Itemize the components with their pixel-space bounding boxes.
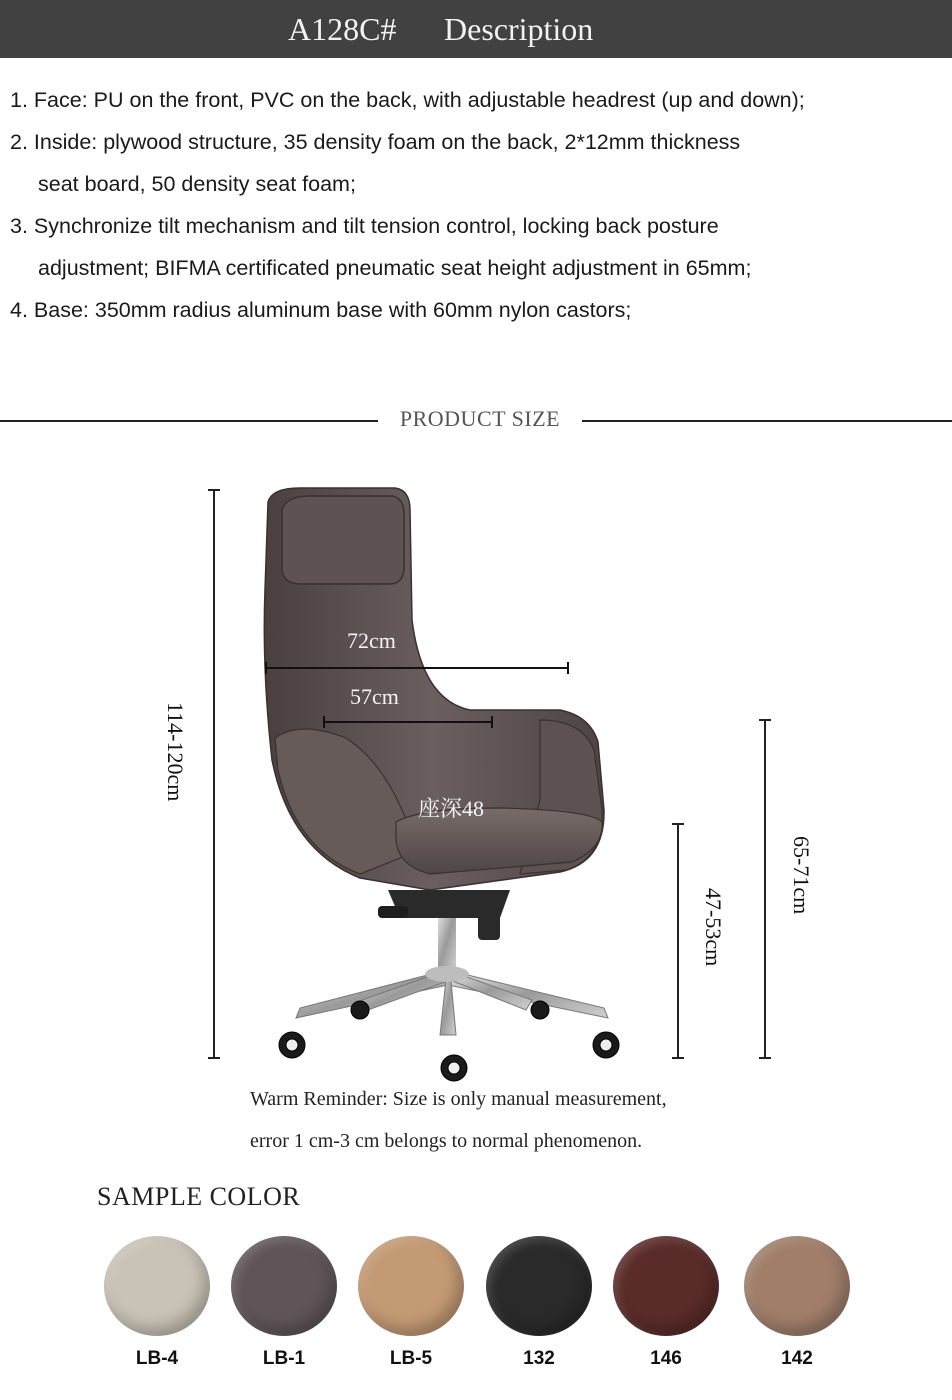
swatch-code: 146 — [650, 1348, 682, 1369]
swatch-chip — [744, 1236, 850, 1336]
swatch-chip — [486, 1236, 592, 1336]
description-line-4: 4. Base: 350mm radius aluminum base with 60mm nylon castors; — [10, 298, 632, 322]
arm-height-dimension — [759, 720, 771, 1058]
swatch-code: 132 — [523, 1348, 555, 1369]
swatch-code: 142 — [781, 1348, 813, 1369]
sample-color-title: SAMPLE COLOR — [97, 1182, 301, 1211]
chair-headrest — [282, 496, 404, 584]
divider-rule-right — [582, 420, 952, 422]
product-size-divider — [0, 406, 952, 436]
swatch-code: LB-5 — [389, 1348, 433, 1369]
swatch-lb-4 — [92, 1236, 222, 1376]
divider-rule-left — [0, 420, 378, 422]
total-height-label: 114-120cm — [163, 702, 188, 802]
description-line-1: 1. Face: PU on the front, PVC on the back, with adjustable headrest (up and down); — [10, 88, 805, 112]
swatch-code: LB-1 — [262, 1348, 306, 1369]
arm-height-label: 65-71cm — [789, 836, 814, 915]
swatch-chip — [613, 1236, 719, 1336]
chair-base — [296, 910, 608, 1035]
reminder-line-2: error 1 cm-3 cm belongs to normal phenomenon. — [250, 1130, 643, 1152]
swatch-lb-5 — [346, 1236, 476, 1376]
description-line-2: 2. Inside: plywood structure, 35 density foam on the back, 2*12mm thickness — [10, 130, 741, 154]
description-line-3-cont: adjustment; BIFMA certificated pneumatic seat height adjustment in 65mm; — [38, 256, 752, 280]
description-line-3: 3. Synchronize tilt mechanism and tilt tension control, locking back posture — [10, 214, 719, 238]
total-height-dimension — [208, 490, 220, 1058]
chair-illustration — [0, 470, 952, 1100]
chair-dimension-diagram — [0, 470, 952, 1100]
swatch-142 — [732, 1236, 862, 1376]
swatch-132 — [474, 1236, 604, 1376]
back-width-label: 72cm — [347, 628, 396, 653]
seat-height-label: 47-53cm — [701, 888, 726, 967]
swatch-chip — [231, 1236, 337, 1336]
swatch-146 — [601, 1236, 731, 1376]
swatch-chip — [358, 1236, 464, 1336]
swatch-code: LB-4 — [135, 1348, 179, 1369]
product-size-title: PRODUCT SIZE — [399, 406, 561, 431]
seat-height-dimension — [672, 824, 684, 1058]
reminder-line-1: Warm Reminder: Size is only manual measurement, — [250, 1088, 667, 1110]
seat-width-label: 57cm — [350, 684, 399, 709]
swatch-chip — [104, 1236, 210, 1336]
model-number: A128C# — [288, 11, 397, 47]
sample-color-swatches — [0, 1236, 952, 1376]
header-bar — [0, 0, 952, 58]
seat-depth-label: 座深48 — [418, 796, 485, 821]
header-title: Description — [444, 11, 594, 47]
swatch-lb-1 — [219, 1236, 349, 1376]
description-line-2-cont: seat board, 50 density seat foam; — [38, 172, 356, 196]
